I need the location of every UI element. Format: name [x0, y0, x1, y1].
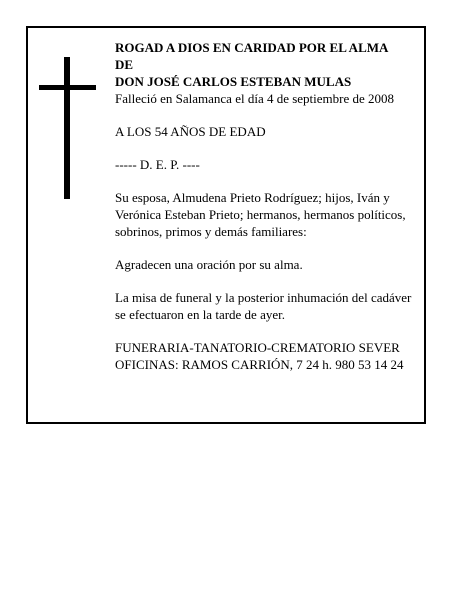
- cross-horizontal-bar: [39, 85, 96, 90]
- age-at-death: A LOS 54 AÑOS DE EDAD: [115, 124, 266, 139]
- cross-vertical-bar: [64, 57, 70, 199]
- deceased-name: DON JOSÉ CARLOS ESTEBAN MULAS: [115, 74, 352, 89]
- heading-line-2: DE: [115, 57, 134, 72]
- heading-line-1: ROGAD A DIOS EN CARIDAD POR EL ALMA: [115, 40, 389, 55]
- rest-in-peace: ----- D. E. P. ----: [115, 157, 200, 172]
- prayer-request: Agradecen una oración por su alma.: [115, 257, 303, 272]
- obituary-text: [115, 39, 421, 373]
- funeral-info: La misa de funeral y la posterior inhumación del cadáver se efectuaron en la tarde de ayer.: [115, 290, 412, 322]
- obituary-frame: [26, 26, 426, 424]
- funeral-home: FUNERARIA-TANATORIO-CREMATORIO SEVER: [115, 340, 400, 355]
- family-members: Su esposa, Almudena Prieto Rodríguez; hijos, Iván y Verónica Esteban Prieto; hermanos, hermanos políticos, sobrinos, primos y demás familiares:: [115, 190, 406, 239]
- offices-info: OFICINAS: RAMOS CARRIÓN, 7 24 h. 980 53 14 24: [115, 357, 404, 372]
- death-info: Falleció en Salamanca el día 4 de septiembre de 2008: [115, 91, 395, 106]
